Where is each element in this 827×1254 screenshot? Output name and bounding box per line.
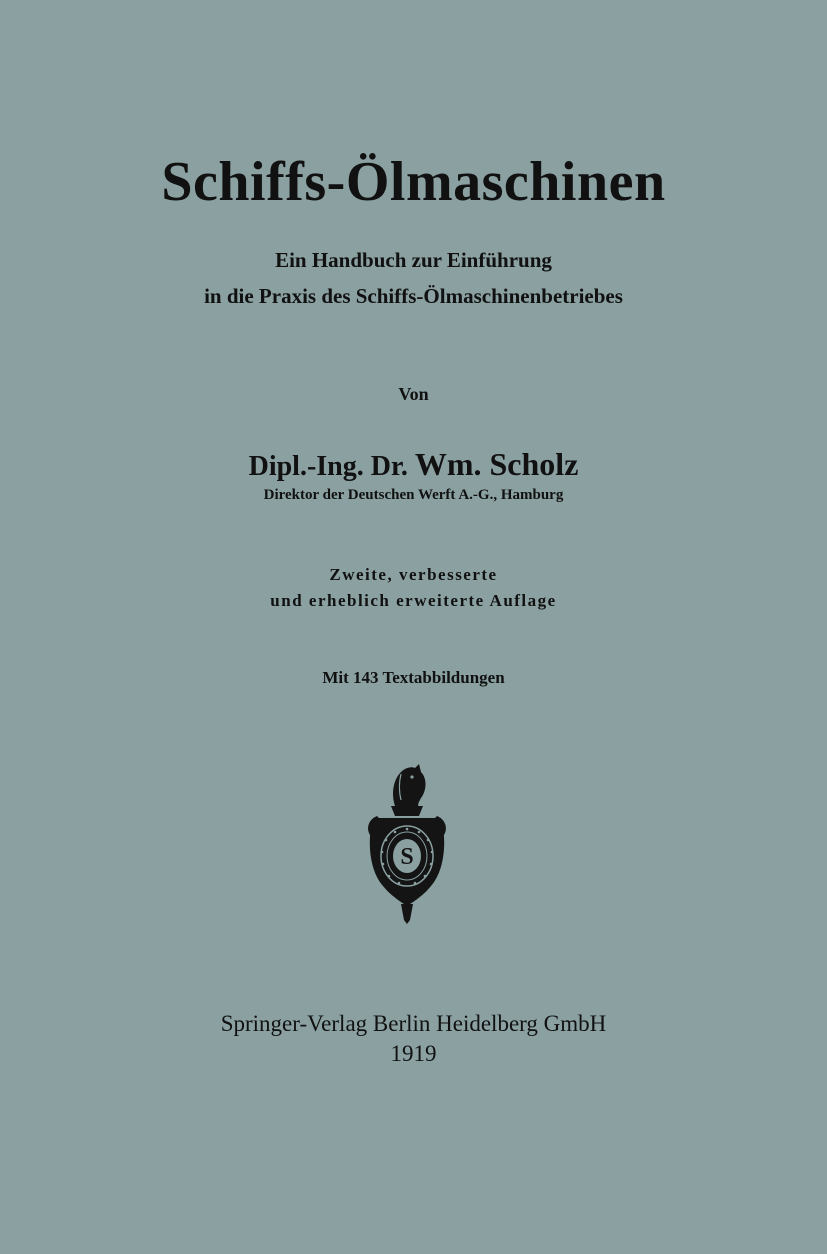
book-title: Schiffs-Ölmaschinen: [161, 151, 666, 213]
subtitle-line-2: in die Praxis des Schiffs-Ölmaschinenbetriebes: [204, 284, 623, 308]
springer-horse-emblem-icon: [355, 760, 459, 925]
edition-line-1: Zweite, verbesserte: [329, 565, 498, 584]
edition-line-2: und erheblich erweiterte Auflage: [270, 591, 557, 610]
figures-note: Mit 143 Textabbildungen: [322, 668, 505, 687]
publisher: Springer-Verlag Berlin Heidelberg GmbH: [220, 1011, 607, 1036]
author-line: [0, 446, 827, 483]
subtitle-line-1: Ein Handbuch zur Einführung: [275, 248, 552, 272]
publication-year: 1919: [390, 1041, 437, 1066]
author-name: Wm. Scholz: [414, 446, 579, 482]
author-prefix: Dipl.-Ing. Dr.: [248, 451, 408, 482]
by-label: Von: [398, 384, 429, 404]
logo-monogram: S: [400, 844, 414, 870]
author-affiliation: Direktor der Deutschen Werft A.-G., Hamburg: [263, 487, 564, 503]
